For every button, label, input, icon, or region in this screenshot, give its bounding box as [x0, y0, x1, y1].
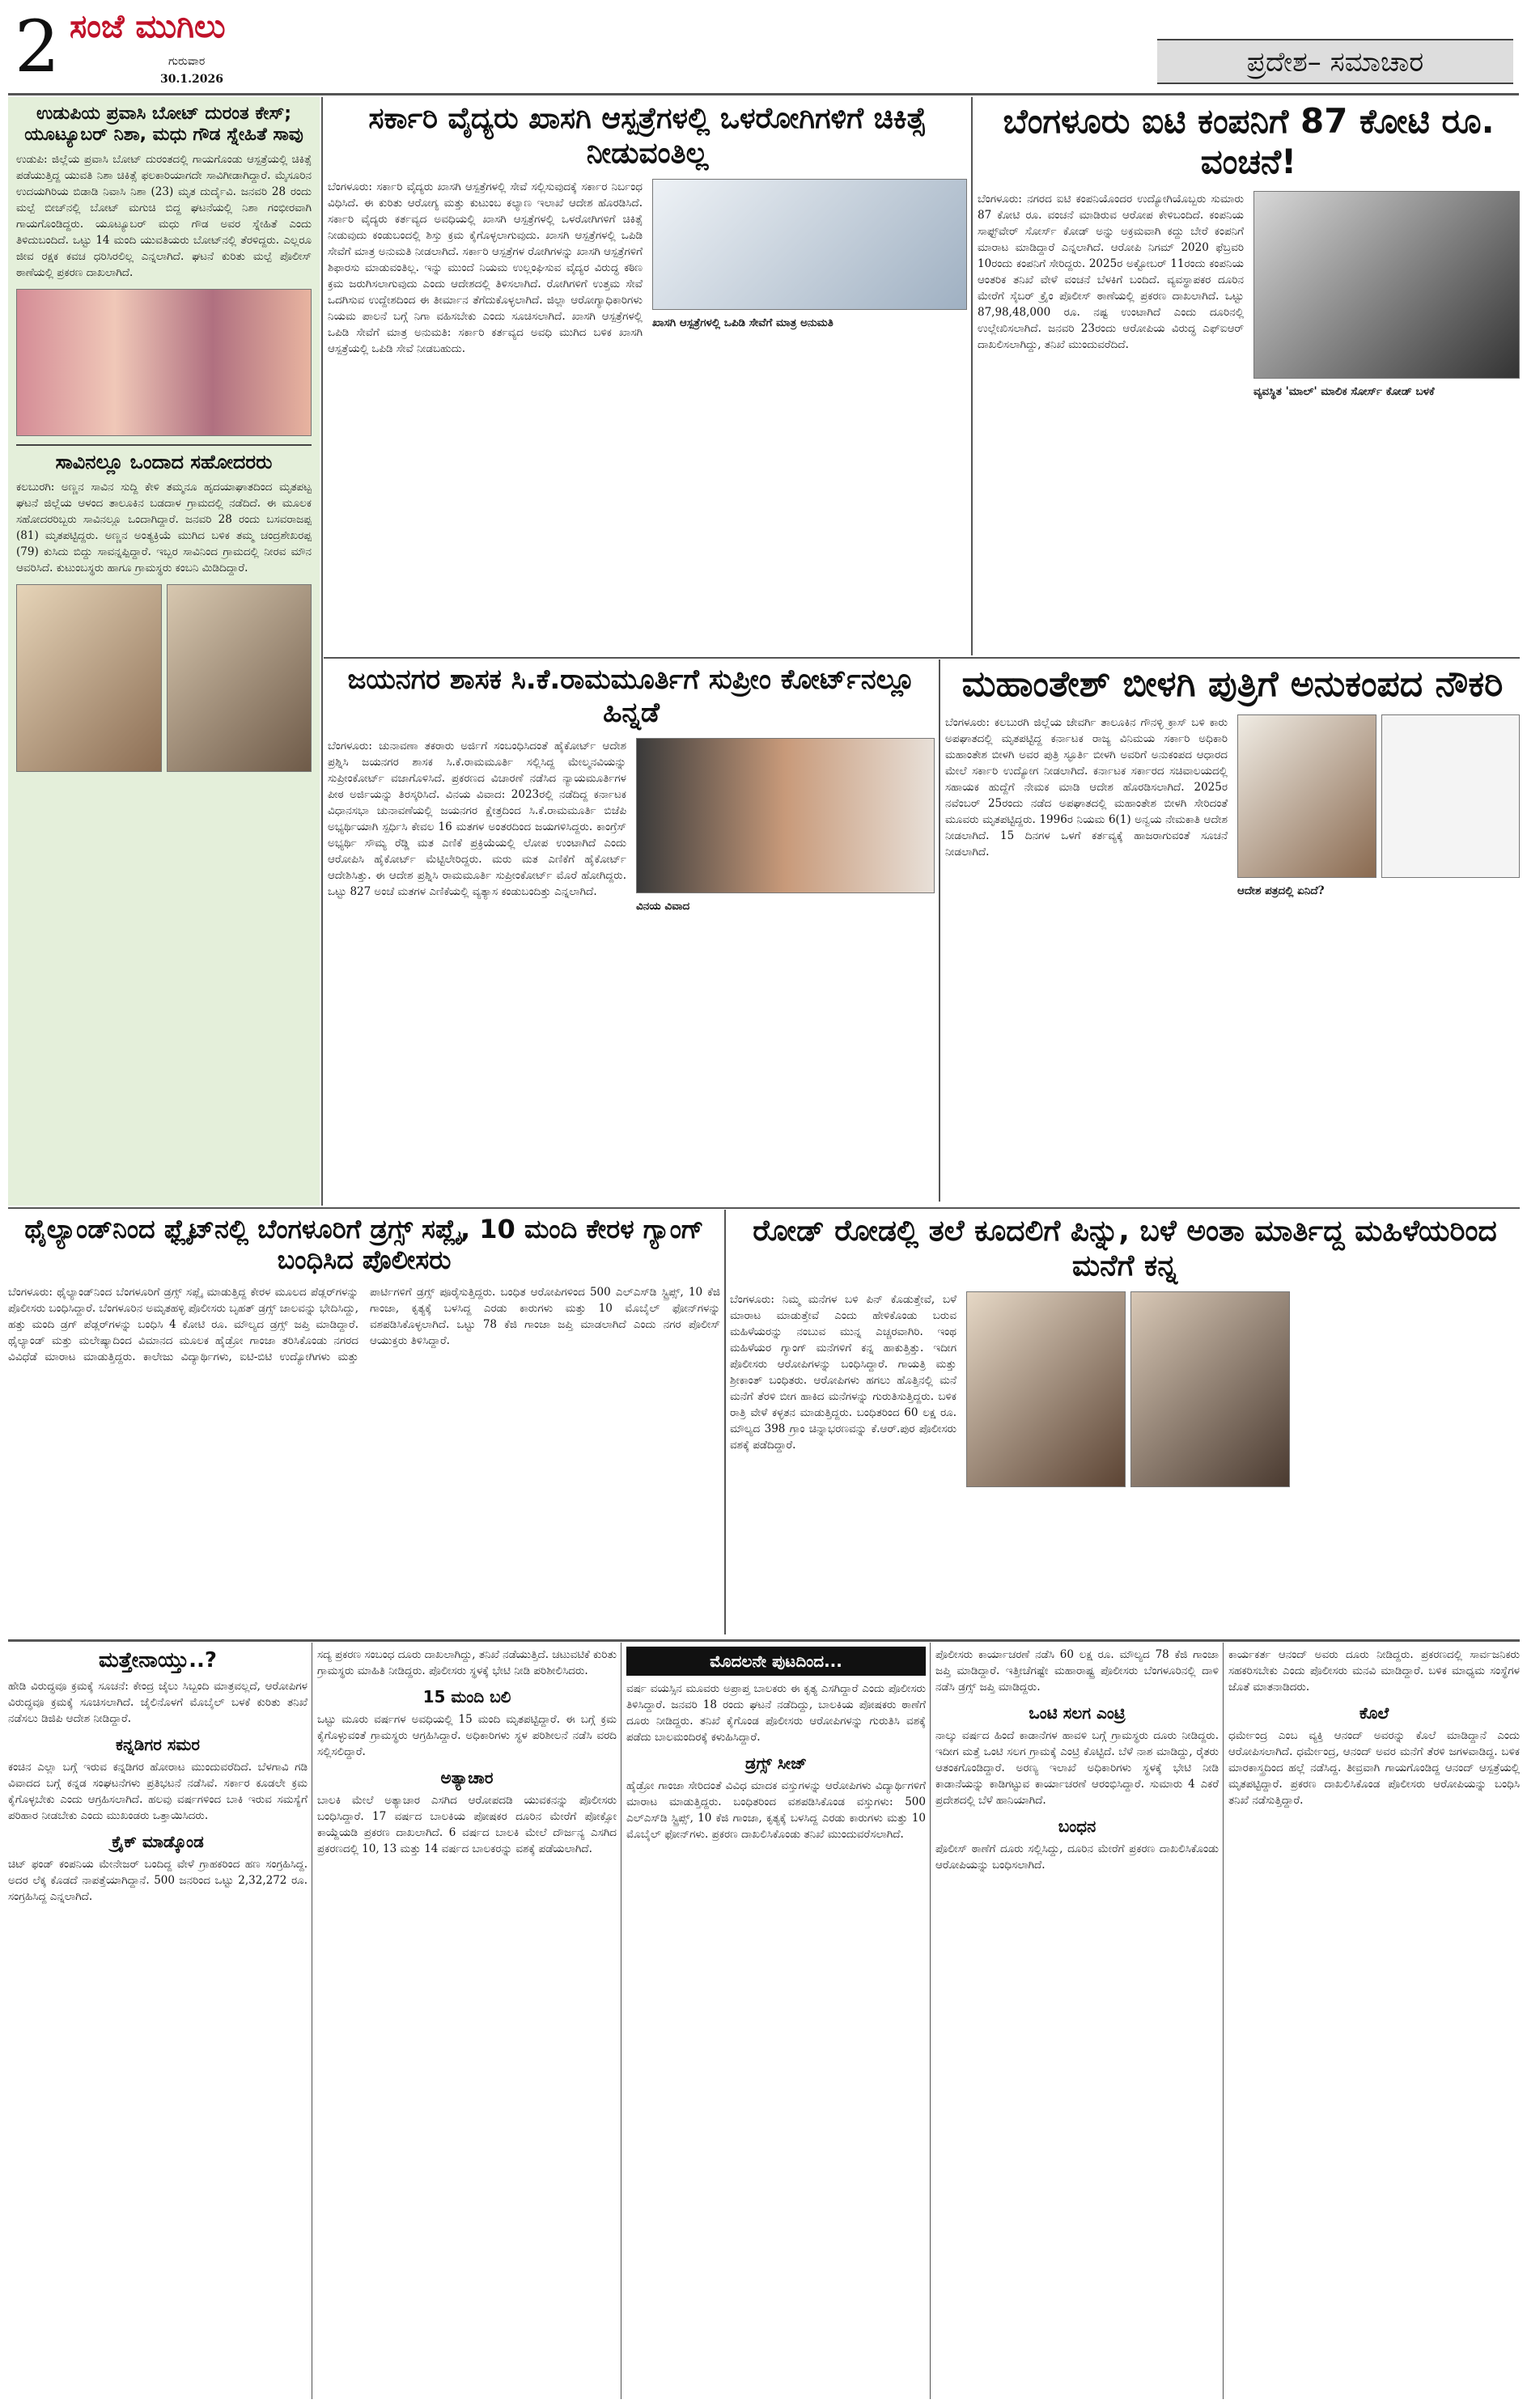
masthead-logo: ಸಂಜೆ ಮುಗಿಲು	[70, 8, 226, 45]
subhead-murder: ಕೊಲೆ	[1359, 1703, 1389, 1723]
text-arrest: ಪೊಲೀಸ್ ಠಾಣೆಗೆ ದೂರು ಸಲ್ಲಿಸಿದ್ದು, ದೂರಿನ ಮೇರೆಗೆ ಪ್ರಕರಣ ದಾಖಲಿಸಿಕೊಂಡು ಆರೋಪಿಯನ್ನು ಬಂಧಿಸಲಾಗಿದೆ.	[935, 1842, 1219, 1872]
headline-doctors: ಸರ್ಕಾರಿ ವೈದ್ಯರು ಖಾಸಗಿ ಆಸ್ಪತ್ರೆಗಳಲ್ಲಿ ಒಳರೋಗಿಗಳಿಗೆ ಚಿಕಿತ್ಸೆ ನೀಡುವಂತಿಲ್ಲ	[368, 102, 927, 171]
accused-woman-photo	[966, 1291, 1126, 1487]
stethoscope-photo	[652, 179, 967, 310]
left-photo	[16, 289, 312, 436]
headline-it-fraud: ಬೆಂಗಳೂರು ಐಟಿ ಕಂಪನಿಗೆ 87 ಕೋಟಿ ರೂ. ವಂಚನೆ!	[1003, 101, 1495, 182]
accused-man-photo	[1130, 1291, 1290, 1487]
hacker-photo	[1253, 191, 1520, 379]
left-headline-2: ಸಾವಿನಲ್ಲೂ ಒಂದಾದ ಸಹೋದರರು	[16, 444, 312, 474]
continued-5	[1228, 1647, 1520, 2399]
text-continued-5: ಕಾರ್ಯಕರ್ತ ಆನಂದ್ ಅವರು ದೂರು ನೀಡಿದ್ದರು. ಪ್ರಕರಣದಲ್ಲಿ ಸಾರ್ವಜನಿಕರು ಸಹಕರಿಸಬೇಕು ಎಂದು ಪೊಲೀಸರು ಮನವಿ ಮಾಡಿದ್ದಾರೆ. ಬಳಿಕ ಮಾಧ್ಯಮ ಸಂಸ್ಥೆಗಳ ಜೊತೆ ಮಾತನಾಡಿದರು.	[1228, 1648, 1520, 1694]
headline-theft: ರೋಡ್ ರೋಡಲ್ಲಿ ತಲೆ ಕೂದಲಿಗೆ ಪಿನ್ನು, ಬಳೆ ಅಂತಾ ಮಾರ್ತಿದ್ದ ಮಹಿಳೆಯರಿಂದ ಮನೆಗೆ ಕನ್ನ	[753, 1215, 1497, 1283]
body-doctors-1: ಬೆಂಗಳೂರು: ಸರ್ಕಾರಿ ವೈದ್ಯರು ಖಾಸಗಿ ಆಸ್ಪತ್ರೆಗಳಲ್ಲಿ ಸೇವೆ ಸಲ್ಲಿಸುವುದಕ್ಕೆ ಸರ್ಕಾರ ನಿರ್ಬಂಧ ವಿಧಿಸಿದೆ. ಈ ಕುರಿತು ಆರೋಗ್ಯ ಮತ್ತು ಕುಟುಂಬ ಕಲ್ಯಾಣ ಇಲಾಖೆ ಆದೇಶ ಹೊರಡಿಸಿದೆ. ಸರ್ಕಾರಿ ವೈದ್ಯರು ಕರ್ತವ್ಯದ ಅವಧಿಯಲ್ಲಿ ಖಾಸಗಿ ಆಸ್ಪತ್ರೆಗಳಲ್ಲಿ ಒಳರೋಗಿಗಳಿಗೆ ಚಿಕಿತ್ಸೆ ನೀಡುವುದು ಕಂಡುಬಂದಲ್ಲಿ ಶಿಸ್ತು ಕ್ರಮ ಕೈಗೊಳ್ಳಲಾಗುವುದು. ಖಾಸಗಿ ಆಸ್ಪತ್ರೆಗಳಲ್ಲಿ ಒಪಿಡಿ ಸೇವೆಗೆ ಮಾತ್ರ ಅನುಮತಿ ನೀಡಲಾಗಿದೆ. ಸರ್ಕಾರಿ ಆಸ್ಪತ್ರೆಗಳ ರೋಗಿಗಳನ್ನು ಖಾಸಗಿ ಆಸ್ಪತ್ರೆಗಳಿಗೆ ಶಿಫಾರಸು ಮಾಡುವಂತಿಲ್ಲ. ಇನ್ನು ಮುಂದೆ ನಿಯಮ ಉಲ್ಲಂಘಿಸುವ ವೈದ್ಯರ ವಿರುದ್ಧ ಕಠಿಣ ಕ್ರಮ ಜರುಗಿಸಲಾಗುವುದು ಎಂದು ಆದೇಶದಲ್ಲಿ ತಿಳಿಸಲಾಗಿದೆ. ರೋಗಿಗಳಿಗೆ ಉತ್ತಮ ಸೇವೆ ಒದಗಿಸುವ ಉದ್ದೇಶದಿಂದ ಈ ತೀರ್ಮಾನ ತೆಗೆದುಕೊಳ್ಳಲಾಗಿದೆ. ಜಿಲ್ಲಾ ಆರೋಗ್ಯಾಧಿಕಾರಿಗಳು ನಿಯಮ ಪಾಲನೆ ಬಗ್ಗೆ ನಿಗಾ ವಹಿಸಬೇಕು ಎಂದು ಸೂಚಿಸಲಾಗಿದೆ. ಖಾಸಗಿ ಆಸ್ಪತ್ರೆಗಳಲ್ಲಿ ಒಪಿಡಿ ಸೇವೆಗೆ ಮಾತ್ರ ಅನುಮತಿ: ಸರ್ಕಾರಿ ಕರ್ತವ್ಯದ ಅವಧಿ ಮುಗಿದ ಬಳಿಕ ಖಾಸಗಿ ಆಸ್ಪತ್ರೆಯಲ್ಲಿ ಒಪಿಡಿ ಸೇವೆ ನೀಡಬಹುದು.	[328, 180, 643, 356]
text-crack: ಚಿಟ್ ಫಂಡ್ ಕಂಪನಿಯ ಮೇನೇಜರ್ ಬಂದಿದ್ದ ವೇಳೆ ಗ್ರಾಹಕರಿಂದ ಹಣ ಸಂಗ್ರಹಿಸಿದ್ದ. ಅದರ ಲೆಕ್ಕ ಕೊಡದೆ ನಾಪತ್ತೆಯಾಗಿದ್ದಾನೆ. 500 ಜನರಿಂದ ಒಟ್ಟು 2,32,272 ರೂ. ಸಂಗ್ರಹಿಸಿದ್ದ ಎನ್ನಲಾಗಿದೆ.	[8, 1858, 308, 1903]
text-continued-3: ವರ್ಷ ವಯಸ್ಸಿನ ಮೂವರು ಅಪ್ರಾಪ್ತ ಬಾಲಕರು ಈ ಕೃತ್ಯ ಎಸಗಿದ್ದಾರೆ ಎಂದು ಪೊಲೀಸರು ತಿಳಿಸಿದ್ದಾರೆ. ಜನವರಿ 18 ರಂದು ಘಟನೆ ನಡೆದಿದ್ದು, ಬಾಲಕಿಯ ಪೋಷಕರು ಠಾಣೆಗೆ ದೂರು ನೀಡಿದ್ದರು. ತನಿಖೆ ಕೈಗೊಂಡ ಪೊಲೀಸರು ಆರೋಪಿಗಳನ್ನು ಗುರುತಿಸಿ ವಶಕ್ಕೆ ಪಡೆದು ಬಾಲಮಂದಿರಕ್ಕೆ ಕಳುಹಿಸಿದ್ದಾರೆ.	[626, 1682, 926, 1744]
article-drugs	[8, 1214, 720, 1634]
text-elephant: ನಾಲ್ಕು ವರ್ಷದ ಹಿಂದೆ ಕಾಡಾನೆಗಳ ಹಾವಳಿ ಬಗ್ಗೆ ಗ್ರಾಮಸ್ಥರು ದೂರು ನೀಡಿದ್ದರು. ಇದೀಗ ಮತ್ತೆ ಒಂಟಿ ಸಲಗ ಗ್ರಾಮಕ್ಕೆ ಎಂಟ್ರಿ ಕೊಟ್ಟಿದೆ. ಬೆಳೆ ನಾಶ ಮಾಡಿದ್ದು, ರೈತರು ಆತಂಕಗೊಂಡಿದ್ದಾರೆ. ಅರಣ್ಯ ಇಲಾಖೆ ಅಧಿಕಾರಿಗಳು ಸ್ಥಳಕ್ಕೆ ಭೇಟಿ ನೀಡಿ ಕಾಡಾನೆಯನ್ನು ಕಾಡಿಗಟ್ಟುವ ಕಾರ್ಯಾಚರಣೆ ಆರಂಭಿಸಿದ್ದಾರೆ. ಸುಮಾರು 4 ಎಕರೆ ಪ್ರದೇಶದಲ್ಲಿ ಬೆಳೆ ಹಾನಿಯಾಗಿದೆ.	[935, 1729, 1219, 1807]
text-continued-1: ಹೇಡಿ ವಿರುದ್ಧವೂ ಕ್ರಮಕ್ಕೆ ಸೂಚನೆ: ಕೇಂದ್ರ ಜೈಲು ಸಿಬ್ಬಂದಿ ಮಾತ್ರವಲ್ಲದೆ, ಆರೋಪಿಗಳ ವಿರುದ್ಧವೂ ಕ್ರಮಕ್ಕೆ ಸೂಚಿಸಲಾಗಿದೆ. ಜೈಲಿನೊಳಗೆ ಮೊಬೈಲ್ ಬಳಕೆ ಕುರಿತು ತನಿಖೆ ನಡೆಸಲು ಡಿಜಿಪಿ ಆದೇಶ ನೀಡಿದ್ದಾರೆ.	[8, 1680, 308, 1725]
body-drugs: ಬೆಂಗಳೂರು: ಥೈಲ್ಯಾಂಡ್‌ನಿಂದ ಬೆಂಗಳೂರಿಗೆ ಡ್ರಗ್ಸ್ ಸಪ್ಲೈ ಮಾಡುತ್ತಿದ್ದ ಕೇರಳ ಮೂಲದ ಪೆಡ್ಲರ್‌ಗಳನ್ನು ಪೊಲೀಸರು ಬಂಧಿಸಿದ್ದಾರೆ. ಬೆಂಗಳೂರಿನ ಅಮೃತಹಳ್ಳಿ ಪೊಲೀಸರು ಬೃಹತ್ ಡ್ರಗ್ಸ್ ಜಾಲವನ್ನು ಭೇದಿಸಿದ್ದು, ಹತ್ತು ಮಂದಿ ಡ್ರಗ್ ಪೆಡ್ಲರ್‌ಗಳನ್ನು ಬಂಧಿಸಿ 4 ಕೋಟಿ ರೂ. ಮೌಲ್ಯದ ಡ್ರಗ್ಸ್ ಜಪ್ತಿ ಮಾಡಿದ್ದಾರೆ. ಥೈಲ್ಯಾಂಡ್ ಮತ್ತು ಮಲೇಷ್ಯಾದಿಂದ ವಿಮಾನದ ಮೂಲಕ ಹೈಡ್ರೋ ಗಾಂಜಾ ತರಿಸಿಕೊಂಡು ನಗರದ ವಿವಿಧೆಡೆ ಮಾರಾಟ ಮಾಡುತ್ತಿದ್ದರು. ಕಾಲೇಜು ವಿದ್ಯಾರ್ಥಿಗಳು, ಐಟಿ-ಬಿಟಿ ಉದ್ಯೋಗಿಗಳು ಮತ್ತು ಪಾರ್ಟಿಗಳಿಗೆ ಡ್ರಗ್ಸ್ ಪೂರೈಸುತ್ತಿದ್ದರು. ಬಂಧಿತ ಆರೋಪಿಗಳಿಂದ 500 ಎಲ್‌ಎಸ್‌ಡಿ ಸ್ಟ್ರಿಪ್ಸ್, 10 ಕೆಜಿ ಗಾಂಜಾ, ಕೃತ್ಯಕ್ಕೆ ಬಳಸಿದ್ದ ಎರಡು ಕಾರುಗಳು ಮತ್ತು 10 ಮೊಬೈಲ್ ಫೋನ್‌ಗಳನ್ನು ವಶಪಡಿಸಿಕೊಳ್ಳಲಾಗಿದೆ. ಒಟ್ಟು 78 ಕೆಜಿ ಗಾಂಜಾ ಜಪ್ತಿ ಮಾಡಲಾಗಿದೆ ಎಂದು ನಗರ ಪೊಲೀಸ್ ಆಯುಕ್ತರು ತಿಳಿಸಿದ್ದಾರೆ.	[8, 1285, 720, 1363]
text-assault: ಬಾಲಕಿ ಮೇಲೆ ಅತ್ಯಾಚಾರ ಎಸಗಿದ ಆರೋಪದಡಿ ಯುವಕನನ್ನು ಪೊಲೀಸರು ಬಂಧಿಸಿದ್ದಾರೆ. 17 ವರ್ಷದ ಬಾಲಕಿಯ ಪೋಷಕರ ದೂರಿನ ಮೇರೆಗೆ ಪೋಕ್ಸೋ ಕಾಯ್ದೆಯಡಿ ಪ್ರಕರಣ ದಾಖಲಾಗಿದೆ. 6 ವರ್ಷದ ಬಾಲಕಿ ಮೇಲೆ ದೌರ್ಜನ್ಯ ಎಸಗಿದ ಪ್ರಕರಣದಲ್ಲಿ 10, 13 ಮತ್ತು 14 ವರ್ಷದ ಬಾಲಕರನ್ನು ವಶಕ್ಕೆ ಪಡೆಯಲಾಗಿದೆ.	[317, 1794, 617, 1855]
left-body-2: ಕಲಬುರಗಿ: ಅಣ್ಣನ ಸಾವಿನ ಸುದ್ದಿ ಕೇಳಿ ತಮ್ಮನೂ ಹೃದಯಾಘಾತದಿಂದ ಮೃತಪಟ್ಟ ಘಟನೆ ಜಿಲ್ಲೆಯ ಆಳಂದ ತಾಲೂಕಿನ ಬಡದಾಳ ಗ್ರಾಮದಲ್ಲಿ ನಡೆದಿದೆ. ಈ ಮೂಲಕ ಸಹೋದರರಿಬ್ಬರು ಸಾವಿನಲ್ಲೂ ಒಂದಾಗಿದ್ದಾರೆ. ಜನವರಿ 28 ರಂದು ಬಸವರಾಜಪ್ಪ (81) ಮೃತಪಟ್ಟಿದ್ದರು. ಅಣ್ಣನ ಅಂತ್ಯಕ್ರಿಯೆ ಮುಗಿದ ಬಳಿಕ ತಮ್ಮ ಚಂದ್ರಶೇಖರಪ್ಪ (79) ಕುಸಿದು ಬಿದ್ದು ಸಾವನ್ನಪ್ಪಿದ್ದಾರೆ. ಇಬ್ಬರ ಸಾವಿನಿಂದ ಗ್ರಾಮದಲ್ಲಿ ನೀರವ ಮೌನ ಆವರಿಸಿದೆ. ಕುಟುಂಬಸ್ಥರು ಹಾಗೂ ಗ್ರಾಮಸ್ಥರು ಕಂಬನಿ ಮಿಡಿದಿದ್ದಾರೆ.	[16, 480, 312, 574]
masthead	[15, 6, 468, 95]
body-mla: ಬೆಂಗಳೂರು: ಚುನಾವಣಾ ತಕರಾರು ಅರ್ಜಿಗೆ ಸಂಬಂಧಿಸಿದಂತೆ ಹೈಕೋರ್ಟ್ ಆದೇಶ ಪ್ರಶ್ನಿಸಿ ಜಯನಗರ ಶಾಸಕ ಸಿ.ಕೆ.ರಾಮಮೂರ್ತಿ ಸಲ್ಲಿಸಿದ್ದ ಮೇಲ್ಮನವಿಯನ್ನು ಸುಪ್ರೀಂಕೋರ್ಟ್ ವಜಾಗೊಳಿಸಿದೆ. ಪ್ರಕರಣದ ವಿಚಾರಣೆ ನಡೆಸಿದ ನ್ಯಾಯಮೂರ್ತಿಗಳ ಪೀಠ ಅರ್ಜಿಯನ್ನು ತಿರಸ್ಕರಿಸಿದೆ. ವಿನಯ ವಿವಾದ: 2023ರಲ್ಲಿ ನಡೆದಿದ್ದ ಕರ್ನಾಟಕ ವಿಧಾನಸಭಾ ಚುನಾವಣೆಯಲ್ಲಿ ಜಯನಗರ ಕ್ಷೇತ್ರದಿಂದ ಸಿ.ಕೆ.ರಾಮಮೂರ್ತಿ ಬಿಜೆಪಿ ಅಭ್ಯರ್ಥಿಯಾಗಿ ಸ್ಪರ್ಧಿಸಿ ಕೇವಲ 16 ಮತಗಳ ಅಂತರದಿಂದ ಜಯಗಳಿಸಿದ್ದರು. ಕಾಂಗ್ರೆಸ್ ಅಭ್ಯರ್ಥಿ ಸೌಮ್ಯ ರೆಡ್ಡಿ ಮತ ಎಣಿಕೆ ಪ್ರಕ್ರಿಯೆಯಲ್ಲಿ ಲೋಪ ಉಂಟಾಗಿದೆ ಎಂದು ಆರೋಪಿಸಿ ಹೈಕೋರ್ಟ್ ಮೆಟ್ಟಿಲೇರಿದ್ದರು. ಮರು ಮತ ಎಣಿಕೆಗೆ ಹೈಕೋರ್ಟ್ ಆದೇಶಿಸಿತ್ತು. ಈ ಆದೇಶ ಪ್ರಶ್ನಿಸಿ ರಾಮಮೂರ್ತಿ ಸುಪ್ರೀಂಕೋರ್ಟ್ ಮೊರೆ ಹೋಗಿದ್ದರು. ಒಟ್ಟು 827 ಅಂಚೆ ಮತಗಳ ಎಣಿಕೆಯಲ್ಲಿ ವ್ಯತ್ಯಾಸ ಕಂಡುಬಂದಿತ್ತು ಎನ್ನಲಾಗಿದೆ.	[328, 739, 626, 898]
subhead-15-deaths: 15 ಮಂದಿ ಬಲಿ	[422, 1687, 511, 1706]
headline-mla: ಜಯನಗರ ಶಾಸಕ ಸಿ.ಕೆ.ರಾಮಮೂರ್ತಿಗೆ ಸುಪ್ರೀಂ ಕೋರ್ಟ್‌ನಲ್ಲೂ ಹಿನ್ನಡೆ	[347, 663, 915, 729]
text-continued-2: ಸದ್ಯ ಪ್ರಕರಣ ಸಂಬಂಧ ದೂರು ದಾಖಲಾಗಿದ್ದು, ತನಿಖೆ ನಡೆಯುತ್ತಿದೆ. ಚಟುವಟಿಕೆ ಕುರಿತು ಗ್ರಾಮಸ್ಥರು ಮಾಹಿತಿ ನೀಡಿದ್ದರು. ಪೊಲೀಸರು ಸ್ಥಳಕ್ಕೆ ಭೇಟಿ ನೀಡಿ ಪರಿಶೀಲಿಸಿದರು.	[317, 1648, 617, 1677]
continued-4	[935, 1647, 1219, 2399]
text-drugs-seize: ಹೈಡ್ರೋ ಗಾಂಜಾ ಸೇರಿದಂತೆ ವಿವಿಧ ಮಾದಕ ವಸ್ತುಗಳನ್ನು ಆರೋಪಿಗಳು ವಿದ್ಯಾರ್ಥಿಗಳಿಗೆ ಮಾರಾಟ ಮಾಡುತ್ತಿದ್ದರು. ಬಂಧಿತರಿಂದ ವಶಪಡಿಸಿಕೊಂಡ ವಸ್ತುಗಳು: 500 ಎಲ್‌ಎಸ್‌ಡಿ ಸ್ಟ್ರಿಪ್ಸ್, 10 ಕೆಜಿ ಗಾಂಜಾ, ಕೃತ್ಯಕ್ಕೆ ಬಳಸಿದ್ದ ಎರಡು ಕಾರುಗಳು ಮತ್ತು 10 ಮೊಬೈಲ್ ಫೋನ್‌ಗಳು. ಪ್ರಕರಣ ದಾಖಲಿಸಿಕೊಂಡು ತನಿಖೆ ಮುಂದುವರೆಸಲಾಗಿದೆ.	[626, 1779, 926, 1841]
text-murder: ಧರ್ಮೇಂದ್ರ ಎಂಬ ವ್ಯಕ್ತಿ ಆನಂದ್ ಅವರನ್ನು ಕೊಲೆ ಮಾಡಿದ್ದಾನೆ ಎಂದು ಆರೋಪಿಸಲಾಗಿದೆ. ಧರ್ಮೇಂದ್ರ, ಆನಂದ್ ಅವರ ಮನೆಗೆ ತೆರಳಿ ಜಗಳವಾಡಿದ್ದ. ಬಳಿಕ ಮಾರಕಾಸ್ತ್ರದಿಂದ ಹಲ್ಲೆ ನಡೆಸಿದ್ದ. ತೀವ್ರವಾಗಿ ಗಾಯಗೊಂಡಿದ್ದ ಆನಂದ್ ಆಸ್ಪತ್ರೆಯಲ್ಲಿ ಮೃತಪಟ್ಟಿದ್ದಾರೆ. ಪ್ರಕರಣ ದಾಖಲಿಸಿಕೊಂಡ ಪೊಲೀಸರು ಆರೋಪಿಯನ್ನು ಬಂಧಿಸಿ ತನಿಖೆ ನಡೆಸುತ್ತಿದ್ದಾರೆ.	[1228, 1729, 1520, 1807]
continued-1	[8, 1647, 308, 2399]
subhead-crack: ಕ್ರೈಕ್ ಮಾಡ್ಕೊಂಡ	[112, 1832, 204, 1851]
front-page-banner: ಮೊದಲನೇ ಪುಟದಿಂದ...	[626, 1647, 926, 1676]
article-theft	[730, 1214, 1520, 1634]
official-photo	[1237, 714, 1376, 878]
body-theft: ಬೆಂಗಳೂರು: ನಿಮ್ಮ ಮನೆಗಳ ಬಳಿ ಪಿನ್ ಕೊಡುತ್ತೇವೆ, ಬಳೆ ಮಾರಾಟ ಮಾಡುತ್ತೇವೆ ಎಂದು ಹೇಳಿಕೊಂಡು ಬರುವ ಮಹಿಳೆಯರನ್ನು ನಂಬುವ ಮುನ್ನ ಎಚ್ಚರವಾಗಿರಿ. ಇಂಥ ಮಹಿಳೆಯರ ಗ್ಯಾಂಗ್ ಮನೆಗಳಿಗೆ ಕನ್ನ ಹಾಕುತ್ತಿತ್ತು. ಇದೀಗ ಪೊಲೀಸರು ಆರೋಪಿಗಳನ್ನು ಬಂಧಿಸಿದ್ದಾರೆ. ಗಾಯತ್ರಿ ಮತ್ತು ಶ್ರೀಕಾಂತ್ ಬಂಧಿತರು. ಆರೋಪಿಗಳು ಹಗಲು ಹೊತ್ತಿನಲ್ಲಿ ಮನೆ ಮನೆಗೆ ತೆರಳಿ ಬೀಗ ಹಾಕಿದ ಮನೆಗಳನ್ನು ಗುರುತಿಸುತ್ತಿದ್ದರು. ಬಳಿಕ ರಾತ್ರಿ ವೇಳೆ ಕಳ್ಳತನ ಮಾಡುತ್ತಿದ್ದರು. ಬಂಧಿತರಿಂದ 60 ಲಕ್ಷ ರೂ. ಮೌಲ್ಯದ 398 ಗ್ರಾಂ ಚಿನ್ನಾಭರಣವನ್ನು ಕೆ.ಆರ್.ಪುರ ಪೊಲೀಸರು ವಶಕ್ಕೆ ಪಡೆದಿದ್ದಾರೆ.	[730, 1293, 956, 1452]
body-doctors-label: ಖಾಸಗಿ ಆಸ್ಪತ್ರೆಗಳಲ್ಲಿ ಒಪಿಡಿ ಸೇವೆಗೆ ಮಾತ್ರ ಅನುಮತಿ	[652, 316, 833, 330]
left-photos-2	[16, 584, 312, 772]
left-column	[8, 97, 320, 1206]
article-it-fraud	[978, 101, 1520, 651]
masthead-date: 30.1.2026	[160, 73, 223, 86]
subhead-arrest: ಬಂಧನ	[1058, 1817, 1096, 1836]
body-job-label: ಆದೇಶ ಪತ್ರದಲ್ಲಿ ಏನಿದೆ?	[1237, 884, 1325, 897]
article-doctors	[328, 101, 967, 651]
article-mla	[328, 663, 935, 1202]
continued-2	[317, 1647, 617, 2399]
body-job: ಬೆಂಗಳೂರು: ಕಲಬುರಗಿ ಜಿಲ್ಲೆಯ ಜೇವರ್ಗಿ ತಾಲೂಕಿನ ಗೌನಳ್ಳಿ ಕ್ರಾಸ್ ಬಳಿ ಕಾರು ಅಪಘಾತದಲ್ಲಿ ಮೃತಪಟ್ಟಿದ್ದ ಕರ್ನಾಟಕ ರಾಜ್ಯ ವಿನಿಮಯ ಸರ್ಕಾರಿ ಅಧಿಕಾರಿ ಮಹಾಂತೇಶ ಬೀಳಗಿ ಅವರ ಪುತ್ರಿ ಸ್ಫೂರ್ತಿ ಬೀಳಗಿ ಅವರಿಗೆ ಅನುಕಂಪದ ಆಧಾರದ ಮೇಲೆ ಸರ್ಕಾರಿ ಉದ್ಯೋಗ ನೀಡಲಾಗಿದೆ. ಕರ್ನಾಟಕ ಸರ್ಕಾರದ ಸಚಿವಾಲಯದಲ್ಲಿ ಸಹಾಯಕ ಹುದ್ದೆಗೆ ನೇಮಕ ಮಾಡಿ ಆದೇಶ ಹೊರಡಿಸಲಾಗಿದೆ. 2025ರ ನವೆಂಬರ್ 25ರಂದು ನಡೆದ ಅಪಘಾತದಲ್ಲಿ ಮಹಾಂತೇಶ ಬೀಳಗಿ ಸೇರಿದಂತೆ ಮೂವರು ಮೃತಪಟ್ಟಿದ್ದರು. 1996ರ ನಿಯಮ 6(1) ಅನ್ವಯ ನೇಮಕಾತಿ ಆದೇಶ ನೀಡಲಾಗಿದೆ. 15 ದಿನಗಳ ಒಳಗೆ ಕರ್ತವ್ಯಕ್ಕೆ ಹಾಜರಾಗುವಂತೆ ಸೂಚನೆ ನೀಡಲಾಗಿದೆ.	[945, 715, 1228, 858]
section-label: ಪ್ರದೇಶ– ಸಮಾಚಾರ	[1157, 39, 1513, 84]
text-kannadigara: ಕಂಚಿನ ಎಲ್ಲಾ ಬಗ್ಗೆ ಇರುವ ಕನ್ನಡಿಗರ ಹೋರಾಟ ಮುಂದುವರೆದಿದೆ. ಬೆಳಗಾವಿ ಗಡಿ ವಿವಾದದ ಬಗ್ಗೆ ಕನ್ನಡ ಸಂಘಟನೆಗಳು ಪ್ರತಿಭಟನೆ ನಡೆಸಿವೆ. ಸರ್ಕಾರ ಕೂಡಲೇ ಕ್ರಮ ಕೈಗೊಳ್ಳಬೇಕು ಎಂದು ಆಗ್ರಹಿಸಲಾಗಿದೆ. ಹಲವು ವರ್ಷಗಳಿಂದ ಬಾಕಿ ಇರುವ ಸಮಸ್ಯೆಗೆ ಪರಿಹಾರ ನೀಡಬೇಕು ಎಂದು ಮುಖಂಡರು ಒತ್ತಾಯಿಸಿದರು.	[8, 1761, 308, 1822]
order-document	[1381, 714, 1521, 878]
left-body: ಉಡುಪಿ: ಜಿಲ್ಲೆಯ ಪ್ರವಾಸಿ ಬೋಟ್ ದುರಂತದಲ್ಲಿ ಗಾಯಗೊಂಡು ಆಸ್ಪತ್ರೆಯಲ್ಲಿ ಚಿಕಿತ್ಸೆ ಪಡೆಯುತ್ತಿದ್ದ ಯುವತಿ ನಿಶಾ ಚಿಕಿತ್ಸೆ ಫಲಕಾರಿಯಾಗದೇ ಸಾವಿಗೀಡಾಗಿದ್ದಾರೆ. ಮೈಸೂರಿನ ಉದಯಗಿರಿಯ ಬಿಡಾಡಿ ನಿವಾಸಿ ನಿಶಾ (23) ಮೃತ ದುರ್ದೈವಿ. ಜನವರಿ 28 ರಂದು ಮಲ್ಪೆ ಬೀಚ್‌ನಲ್ಲಿ ಬೋಟ್ ಮಗುಚಿ ಬಿದ್ದ ಘಟನೆಯಲ್ಲಿ ನಿಶಾ ಗಂಭೀರವಾಗಿ ಗಾಯಗೊಂಡಿದ್ದರು. ಯೂಟ್ಯೂಬರ್ ಮಧು ಗೌಡ ಅವರ ಸ್ನೇಹಿತೆ ಎಂದು ತಿಳಿದುಬಂದಿದೆ. ಒಟ್ಟು 14 ಮಂದಿ ಯುವತಿಯರು ಬೋಟ್‌ನಲ್ಲಿ ತೆರಳಿದ್ದರು. ಎಲ್ಲರೂ ಜೀವ ರಕ್ಷಕ ಕವಚ ಧರಿಸಿರಲಿಲ್ಲ ಎನ್ನಲಾಗಿದೆ. ಘಟನೆ ಕುರಿತು ಮಲ್ಪೆ ಪೊಲೀಸ್ ಠಾಣೆಯಲ್ಲಿ ಪ್ರಕರಣ ದಾಖಲಾಗಿದೆ.	[16, 152, 312, 279]
text-15-deaths: ಒಟ್ಟು ಮೂರು ವರ್ಷಗಳ ಅವಧಿಯಲ್ಲಿ 15 ಮಂದಿ ಮೃತಪಟ್ಟಿದ್ದಾರೆ. ಈ ಬಗ್ಗೆ ಕ್ರಮ ಕೈಗೊಳ್ಳುವಂತೆ ಗ್ರಾಮಸ್ಥರು ಆಗ್ರಹಿಸಿದ್ದಾರೆ. ಅಧಿಕಾರಿಗಳು ಸ್ಥಳ ಪರಿಶೀಲನೆ ನಡೆಸಿ ವರದಿ ಸಲ್ಲಿಸಲಿದ್ದಾರೆ.	[317, 1713, 617, 1758]
body-mla-label: ವಿನಯ ವಿವಾದ	[636, 899, 690, 913]
subhead-drugs-seize: ಡ್ರಗ್ಸ್ ಸೀಜ್	[744, 1753, 808, 1773]
masthead-rule	[8, 93, 1519, 95]
headline-job: ಮಹಾಂತೇಶ್ ಬೀಳಗಿ ಪುತ್ರಿಗೆ ಅನುಕಂಪದ ನೌಕರಿ	[961, 663, 1504, 705]
subhead-kannadigara: ಕನ್ನಡಿಗರ ಸಮರ	[115, 1735, 200, 1754]
left-headline: ಉಡುಪಿಯ ಪ್ರವಾಸಿ ಬೋಟ್ ದುರಂತ ಕೇಸ್; ಯೂಟ್ಯೂಬರ್ ನಿಶಾ, ಮಧು ಗೌಡ ಸ್ನೇಹಿತೆ ಸಾವು	[24, 104, 303, 146]
text-continued-4: ಪೊಲೀಸರು ಕಾರ್ಯಾಚರಣೆ ನಡೆಸಿ 60 ಲಕ್ಷ ರೂ. ಮೌಲ್ಯದ 78 ಕೆಜಿ ಗಾಂಜಾ ಜಪ್ತಿ ಮಾಡಿದ್ದಾರೆ. ಇತ್ತೀಚೆಗಷ್ಟೇ ಮಹಾರಾಷ್ಟ್ರ ಪೊಲೀಸರು ಬೆಂಗಳೂರಿನಲ್ಲಿ ದಾಳಿ ನಡೆಸಿ ಡ್ರಗ್ಸ್ ಜಪ್ತಿ ಮಾಡಿದ್ದರು.	[935, 1648, 1219, 1694]
subhead-assault: ಅತ್ಯಾಚಾರ	[440, 1768, 494, 1787]
continued-3	[626, 1647, 926, 2399]
body-it-fraud: ಬೆಂಗಳೂರು: ನಗರದ ಐಟಿ ಕಂಪನಿಯೊಂದರ ಉದ್ಯೋಗಿಯೊಬ್ಬರು ಸುಮಾರು 87 ಕೋಟಿ ರೂ. ವಂಚನೆ ಮಾಡಿರುವ ಆರೋಪ ಕೇಳಿಬಂದಿದೆ. ಕಂಪನಿಯ ಸಾಫ್ಟ್‌ವೇರ್ ಸೋರ್ಸ್ ಕೋಡ್ ಅನ್ನು ಅಕ್ರಮವಾಗಿ ಕದ್ದು ಬೇರೆ ಕಂಪನಿಗೆ ಮಾರಾಟ ಮಾಡಿದ್ದಾರೆ ಎನ್ನಲಾಗಿದೆ. ಆರೋಪಿ ನಿಗಮ್ 2020 ಫೆಬ್ರವರಿ 10ರಂದು ಕಂಪನಿಗೆ ಸೇರಿದ್ದರು. 2025ರ ಅಕ್ಟೋಬರ್ 11ರಂದು ಕಂಪನಿಯ ಆಂತರಿಕ ತನಿಖೆ ವೇಳೆ ವಂಚನೆ ಬೆಳಕಿಗೆ ಬಂದಿದೆ. ವ್ಯವಸ್ಥಾಪಕರ ದೂರಿನ ಮೇರೆಗೆ ಸೈಬರ್ ಕ್ರೈಂ ಪೊಲೀಸ್ ಠಾಣೆಯಲ್ಲಿ ಪ್ರಕರಣ ದಾಖಲಾಗಿದೆ. ಒಟ್ಟು 87,98,48,000 ರೂ. ನಷ್ಟ ಉಂಟಾಗಿದೆ ಎಂದು ದೂರಿನಲ್ಲಿ ಉಲ್ಲೇಖಿಸಲಾಗಿದೆ. ಜನವರಿ 23ರಂದು ಆರೋಪಿಯ ವಿರುದ್ಧ ಎಫ್ಐಆರ್ ದಾಖಲಿಸಲಾಗಿದ್ದು, ತನಿಖೆ ಮುಂದುವರೆದಿದೆ.	[978, 192, 1244, 351]
heading-continued-1: ಮತ್ತೇನಾಯ್ತು..?	[98, 1648, 218, 1672]
masthead-day: ಗುರುವಾರ	[168, 55, 206, 68]
headline-drugs: ಥೈಲ್ಯಾಂಡ್‌ನಿಂದ ಫ್ಲೈಟ್‌ನಲ್ಲಿ ಬೆಂಗಳೂರಿಗೆ ಡ್ರಗ್ಸ್ ಸಪ್ಲೈ, 10 ಮಂದಿ ಕೇರಳ ಗ್ಯಾಂಗ್ ಬಂಧಿಸಿದ ಪೊಲೀಸರು	[24, 1214, 704, 1276]
mla-photo	[636, 738, 935, 893]
subhead-elephant: ಒಂಟಿ ಸಲಗ ಎಂಟ್ರಿ	[1029, 1703, 1126, 1723]
page-number: 2	[15, 6, 60, 88]
article-job	[945, 663, 1520, 1202]
body-it-fraud-label: ವ್ಯವಸ್ಥಿತ 'ಮಾಲ್' ಮಾಲಿಕ ಸೋರ್ಸ್ ಕೋಡ್ ಬಳಕೆ	[1253, 384, 1435, 398]
